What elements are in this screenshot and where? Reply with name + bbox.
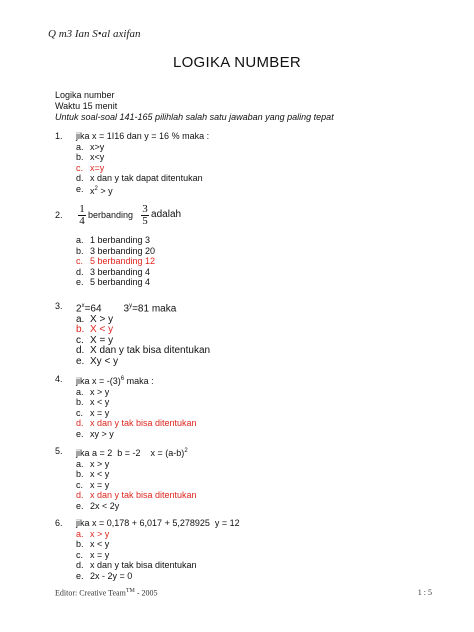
intro-block — [55, 90, 334, 123]
option-d: d. x dan y tak bisa ditentukan — [76, 560, 197, 570]
running-header: Q m3 Ian S•al axifan — [48, 28, 141, 40]
intro-instruction: Untuk soal-soal 141-165 pilihlah salah satu jawaban yang paling tepat — [55, 112, 334, 122]
option-a: a. X > y — [76, 313, 114, 325]
option-a: a. x > y — [76, 386, 110, 397]
question-text: berbanding — [88, 210, 134, 221]
question-text: jika $x = -(3)^6$ maka : — [76, 376, 154, 386]
option-c-answer: c. x=y — [76, 162, 105, 173]
option-c: c. x = y — [76, 549, 110, 560]
option-e: e. 2x - 2y = 0 — [76, 570, 133, 581]
question-stem — [55, 301, 210, 315]
option-d-answer: d. x dan y tak bisa ditentukan — [76, 490, 197, 500]
option-a: a. x > y — [76, 458, 110, 469]
option-e: e. $x^2 > y$ — [76, 183, 113, 196]
option-b: b. x < y — [76, 397, 110, 407]
option-a: a. x>y — [76, 141, 105, 152]
option-d: d. x dan y tak dapat ditentukan — [76, 173, 203, 183]
option-e: e. xy > y — [76, 428, 114, 439]
intro-subject: Logika number — [55, 90, 115, 100]
option-e: e. 5 berbanding 4 — [76, 277, 151, 287]
question-stem — [55, 131, 209, 142]
option-a: a. 1 berbanding 3 — [76, 235, 151, 245]
question-5 — [55, 446, 197, 511]
question-4 — [55, 374, 197, 439]
option-c-answer: c. 5 berbanding 12 — [76, 256, 156, 266]
question-stem — [55, 374, 197, 387]
option-b-answer: b. X < y — [76, 324, 114, 336]
question-text: jika x = 1I16 dan y = 16 % maka : — [76, 131, 210, 141]
option-d-answer: d. x dan y tak bisa ditentukan — [76, 418, 197, 428]
question-number: 6. — [55, 518, 63, 528]
question-number: 2. — [55, 210, 63, 221]
question-number: 3. — [55, 301, 63, 311]
intro-time: Waktu 15 menit — [55, 101, 118, 111]
fraction-three-fifths: $\frac{3}{5}$ — [142, 203, 148, 227]
option-b: b. x<y — [76, 152, 105, 162]
question-number: 4. — [55, 374, 63, 384]
option-d: d. 3 berbanding 4 — [76, 266, 151, 277]
page-title: LOGIKA NUMBER — [172, 54, 302, 71]
question-text: jika a = 2 b = -2 $x = (a-b)^2$ — [76, 448, 188, 458]
question-stem — [55, 518, 240, 529]
question-stem — [55, 204, 181, 227]
option-d: d. X dan y tak bisa ditentukan — [76, 345, 211, 357]
question-2 — [55, 204, 181, 288]
footer-page-number: 1 : 5 — [417, 588, 432, 597]
question-text: $2^x=64$ $3^y=81$ maka — [76, 303, 177, 315]
option-c: c. x = y — [76, 479, 110, 490]
option-b: b. 3 berbanding 20 — [76, 245, 156, 256]
question-text: jika x = 0,178 + 6,017 + 5,278925 y = 12 — [76, 518, 240, 528]
question-6 — [55, 518, 240, 581]
option-c: c. x = y — [76, 407, 110, 418]
question-number: 5. — [55, 446, 63, 456]
footer-editor: Editor: Creative Team™ - 2005 — [55, 588, 158, 598]
fraction-one-quarter: $\frac{1}{4}$ — [79, 203, 85, 227]
question-3 — [55, 301, 210, 367]
question-text-end: adalah — [151, 209, 182, 221]
option-b: b. x < y — [76, 469, 110, 479]
option-b: b. x < y — [76, 539, 110, 549]
option-e: e. Xy < y — [76, 355, 119, 367]
question-stem — [55, 446, 197, 459]
question-1 — [55, 131, 209, 196]
option-a-answer: a. x > y — [76, 528, 110, 539]
option-c: c. X = y — [76, 334, 114, 346]
question-number: 1. — [55, 131, 63, 141]
option-e: e. 2x < 2y — [76, 500, 120, 511]
